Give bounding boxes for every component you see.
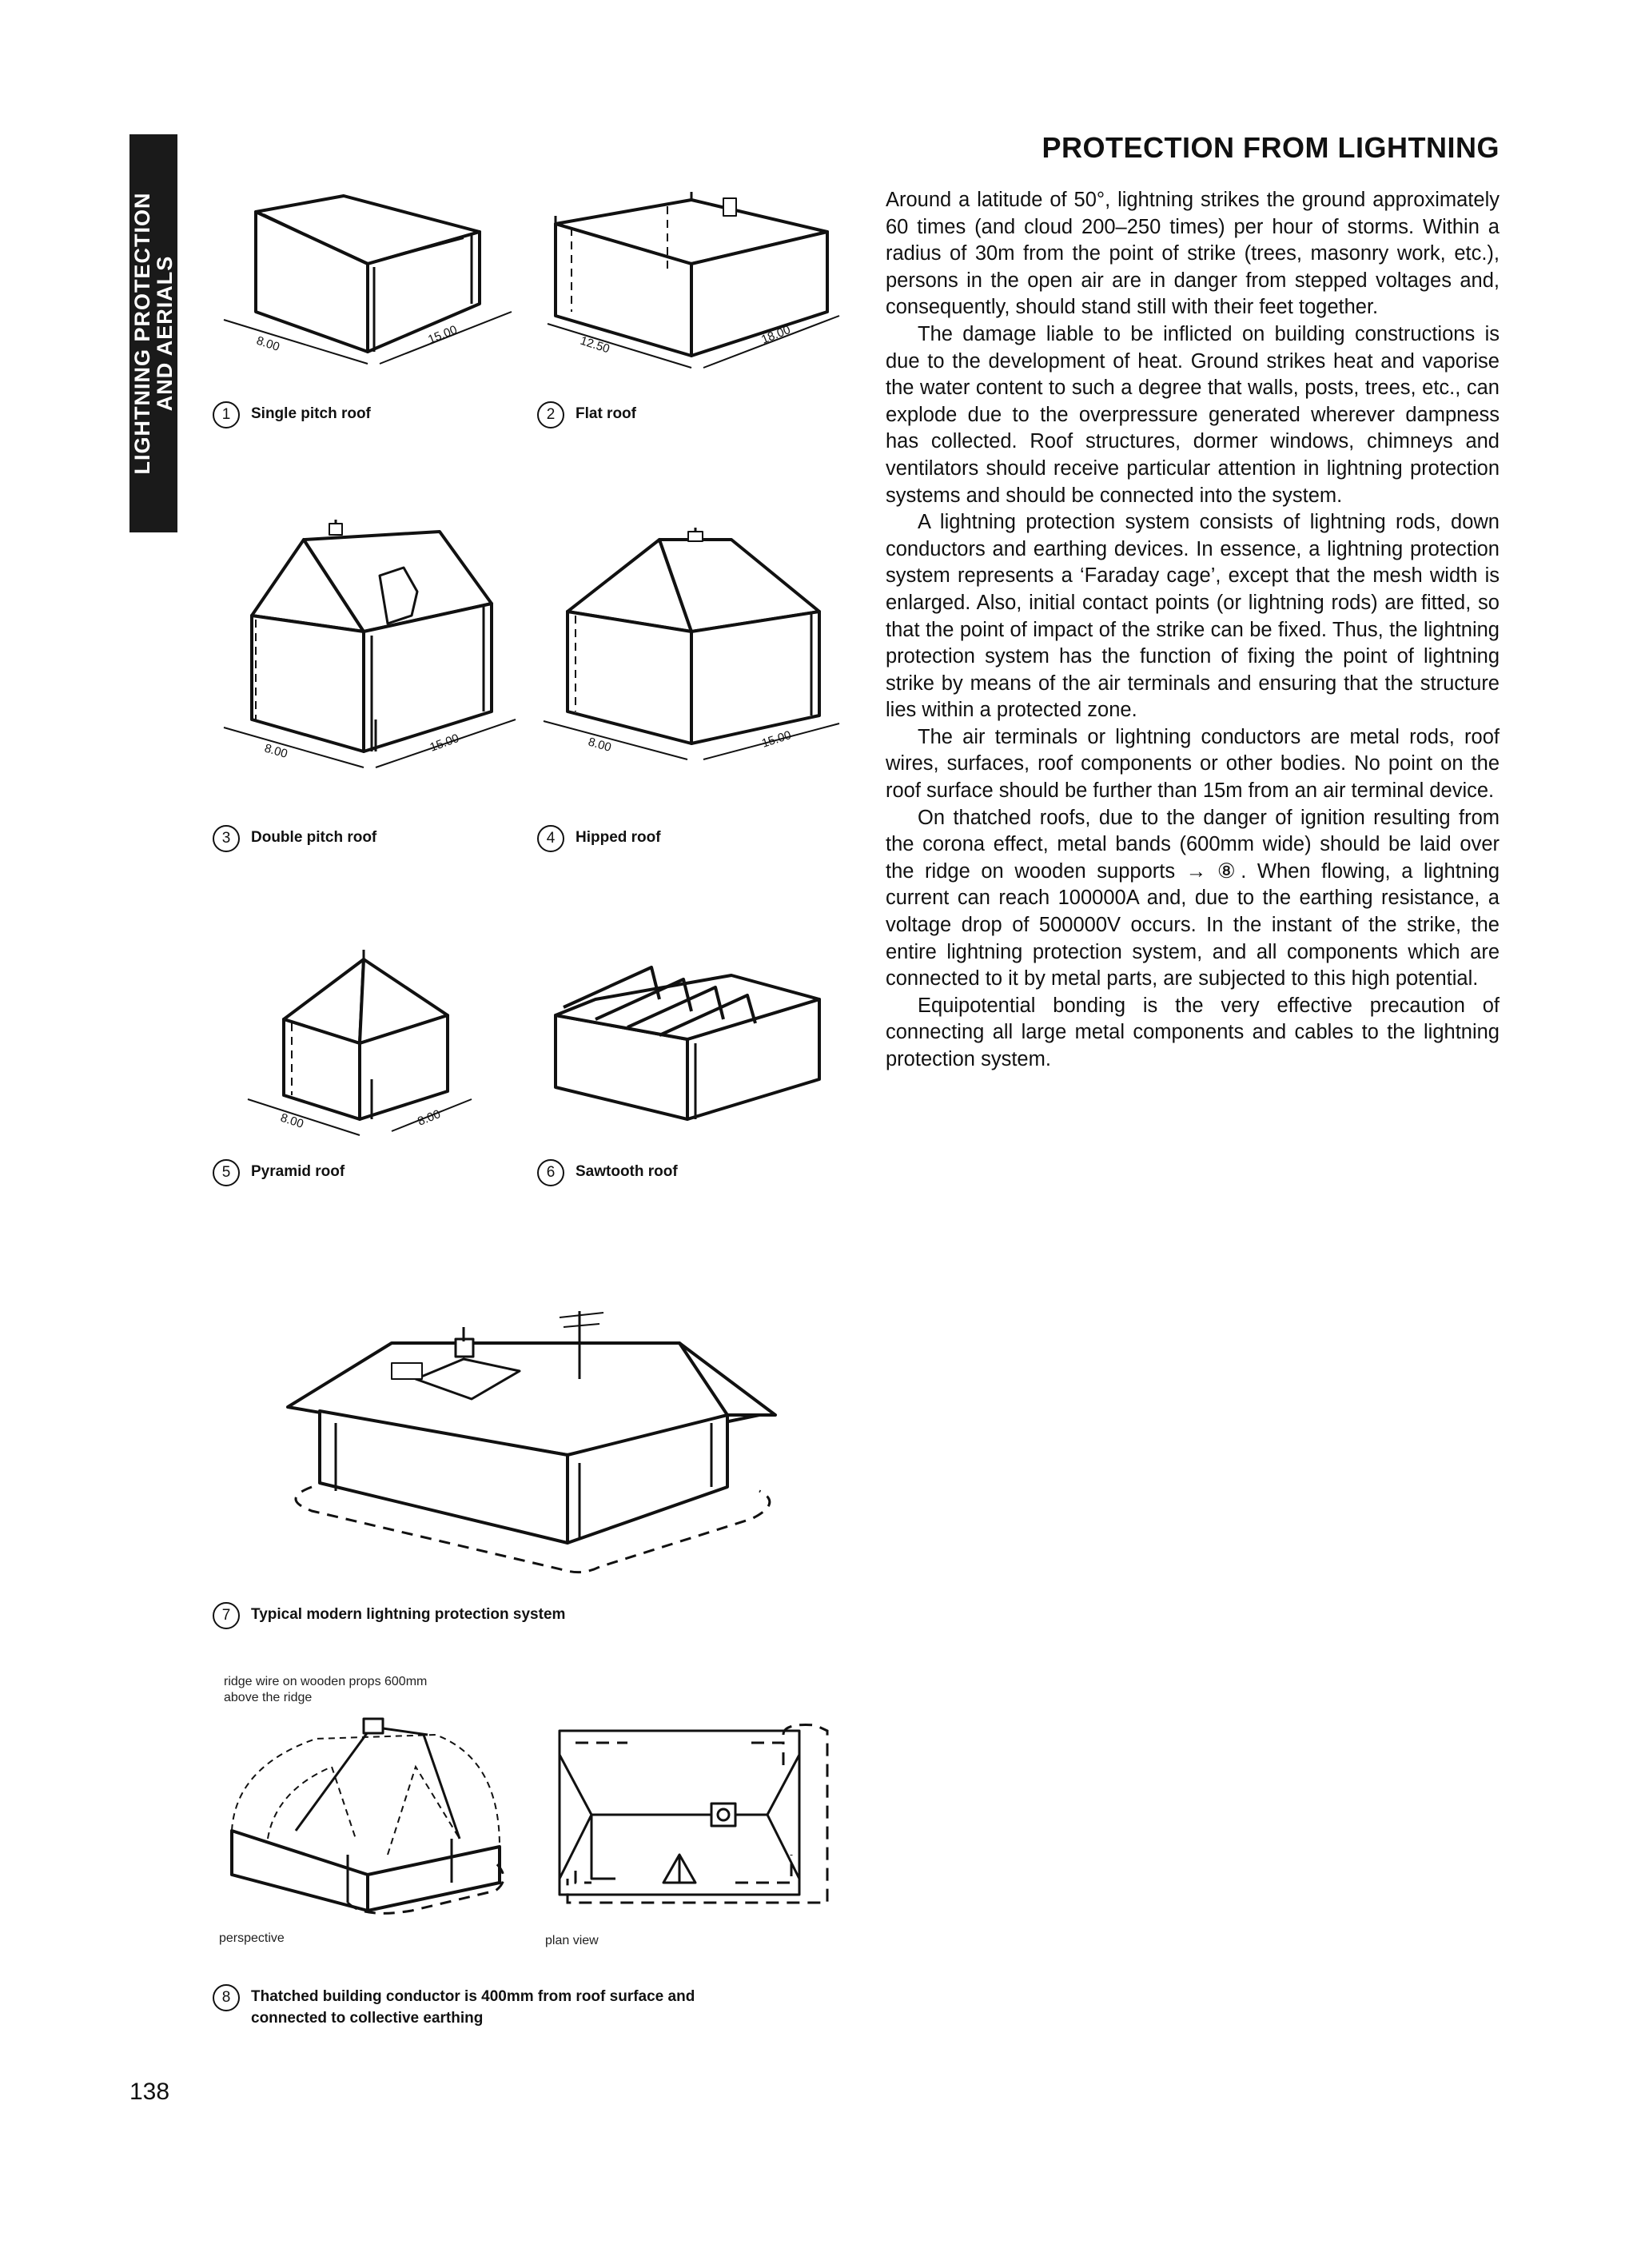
figure-6-drawing	[548, 951, 851, 1135]
paragraph-2: The damage liable to be inflicted on building constructions is due to the development of heat. Ground strikes heat and vaporise the water content to such a degree that walls, posts, trees, etc., can explode due to the overpressure generated wherever dampness has collected. Roof structures, dormer windows, chimneys and ventilators should receive particular attention in lightning protection systems and should be connected into the system.	[886, 322, 1500, 507]
ridge-wire-note	[224, 1674, 427, 1706]
section-side-tab	[129, 134, 177, 532]
figure-5-caption	[213, 1159, 345, 1186]
figure-2-drawing	[532, 184, 851, 376]
figure-8-plan-drawing	[552, 1719, 839, 1911]
ridge-wire-note-line-2: above the ridge	[224, 1691, 313, 1704]
paragraph-6: Equipotential bonding is the very effective precaution of connecting all large metal components and cables to the lightning protection system.	[886, 994, 1500, 1070]
figure-4-caption	[537, 825, 661, 852]
paragraph-5: On thatched roofs, due to the danger of ignition resulting from the corona effect, metal bands (600mm wide) should be laid over the ridge on wooden supports → ⑧. When flowing, a lightning current can reach 100000A and, due to the earthing resistance, a voltage drop of 500000V occurs. In the instant of the strike, the entire lightning protection system, and all components which are connected to it by metal parts, are subjected to this high potential.	[886, 806, 1500, 991]
figure-caption-line-2: connected to collective earthing	[251, 2010, 484, 2027]
figure-caption-text: Single pitch roof	[251, 405, 371, 422]
dim-width: 12.50	[578, 333, 611, 357]
plan-view-label: plan view	[545, 1934, 599, 1947]
figure-3-drawing	[208, 512, 528, 791]
figure-6-caption	[537, 1159, 678, 1186]
page-number: 138	[129, 2079, 170, 2105]
figure-7-caption	[213, 1602, 565, 1629]
hipped-roof-illustration	[532, 512, 851, 791]
ridge-wire-note-line-1: ridge wire on wooden props 600mm	[224, 1675, 428, 1688]
figure-4-drawing	[532, 512, 851, 791]
paragraph-3: A lightning protection system consists of lightning rods, down conductors and earthing devices. In essence, a lightning protection system represents a ‘Faraday cage’, except that the mesh width is enlarged. Also, initial contact points (or lightning rods) are fitted, so that the point of impact of the strike can be fixed. Thus, the lightning protection system has the function of fixing the point of lightning strike by means of the air terminals and ensuring that the structure lies within a protected zone.	[886, 511, 1500, 722]
dim-length: 15.00	[426, 322, 460, 347]
thatched-roof-perspective-illustration	[220, 1711, 524, 1919]
figure-7-drawing	[264, 1295, 807, 1583]
figure-1-caption	[213, 401, 371, 428]
figure-1-drawing	[208, 184, 528, 376]
figure-number-badge: 7	[213, 1602, 240, 1629]
paragraph-1: Around a latitude of 50°, lightning strikes the ground approximately 60 times (and cloud 200–250 times) per hour of storms. Within a radius of 30m from the point of strike (trees, masonry work, etc.), persons in the open air are in danger from stepped voltages and, consequently, should stand still with their feet together.	[886, 189, 1500, 319]
figure-5-drawing	[232, 943, 496, 1143]
side-tab-line-1: LIGHTNING PROTECTION	[130, 192, 154, 475]
side-tab-line-2: AND AERIALS	[153, 255, 177, 412]
figure-3-caption	[213, 825, 376, 852]
dim-length: 8.00	[416, 1107, 443, 1129]
figure-caption-text	[251, 1984, 695, 2029]
figure-caption-text: Flat roof	[576, 405, 636, 422]
dim-length: 15.00	[759, 728, 793, 751]
figure-number-badge: 8	[213, 1984, 240, 2011]
single-pitch-roof-illustration	[208, 184, 528, 376]
pyramid-roof-illustration	[232, 943, 496, 1143]
sawtooth-roof-illustration	[548, 951, 851, 1135]
dim-width: 8.00	[262, 741, 289, 761]
paragraph-4: The air terminals or lightning conductors are metal rods, roof wires, surfaces, roof components or other bodies. No point on the roof surface should be further than 15m from an air terminal device.	[886, 725, 1500, 803]
side-tab-text	[131, 142, 176, 525]
figure-number-badge: 3	[213, 825, 240, 852]
house-lightning-system-illustration	[264, 1295, 807, 1583]
figure-caption-line-1: Thatched building conductor is 400mm from roof surface and	[251, 1988, 695, 2005]
figure-number-badge: 1	[213, 401, 240, 428]
perspective-label: perspective	[219, 1931, 285, 1945]
figure-number-badge: 5	[213, 1159, 240, 1186]
figure-caption-text: Sawtooth roof	[576, 1163, 678, 1180]
figure-8-caption	[213, 1984, 695, 2029]
dim-width: 8.00	[278, 1110, 305, 1131]
thatched-roof-plan-view-illustration	[552, 1719, 839, 1911]
body-text-column	[886, 187, 1500, 1074]
figure-caption-text: Pyramid roof	[251, 1163, 345, 1180]
figure-number-badge: 2	[537, 401, 564, 428]
figure-caption-text: Typical modern lightning protection system	[251, 1606, 566, 1623]
dim-width: 8.00	[586, 735, 613, 755]
figure-number-badge: 6	[537, 1159, 564, 1186]
figure-number-badge: 4	[537, 825, 564, 852]
double-pitch-roof-illustration	[208, 512, 528, 791]
figure-8-perspective-drawing	[220, 1711, 524, 1919]
figure-2-caption	[537, 401, 636, 428]
dim-width: 8.00	[254, 333, 281, 354]
page-title: PROTECTION FROM LIGHTNING	[1042, 131, 1500, 164]
dim-length: 18.00	[759, 322, 793, 347]
figure-caption-text: Double pitch roof	[251, 829, 377, 846]
dim-length: 15.00	[428, 731, 461, 755]
flat-roof-illustration	[532, 184, 851, 376]
figure-caption-text: Hipped roof	[576, 829, 661, 846]
